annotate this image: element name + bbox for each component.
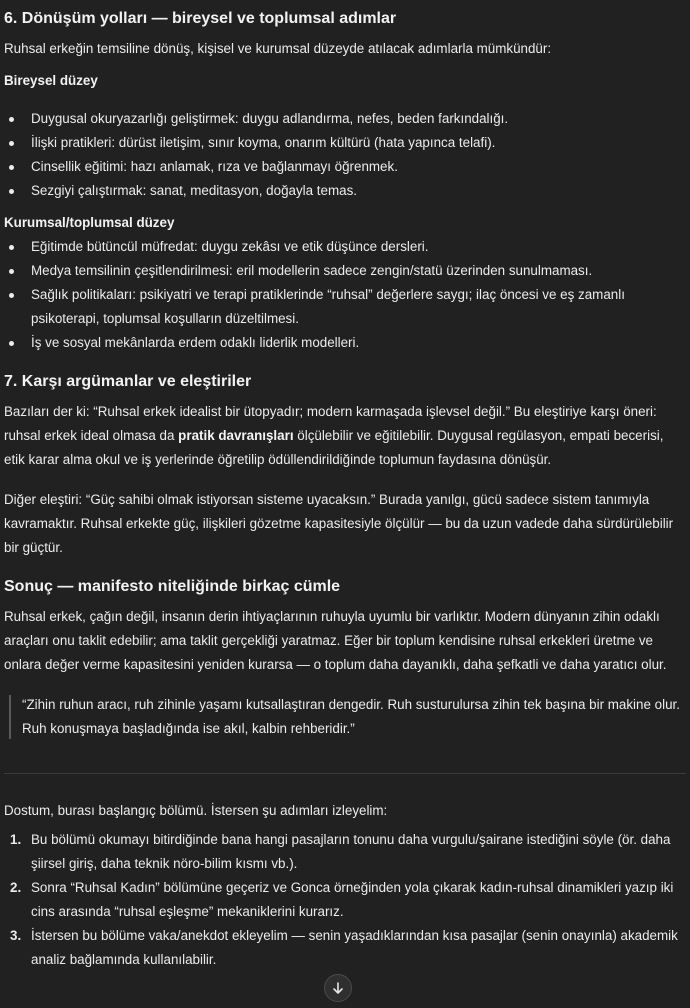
section7-heading: 7. Karşı argümanlar ve eleştiriler xyxy=(4,373,252,390)
closing-intro: Dostum, burası başlangıç bölümü. İstersen şu adımları izleyelim: xyxy=(4,803,388,818)
conclusion-quote: “Zihin ruhun aracı, ruh zihinle yaşamı kutsallaştıran dengedir. Ruh susturulursa zihin tek başına bir makine olur. Ruh konuşmaya başladığında ise akıl, kalbin rehberidir.” xyxy=(4,693,686,741)
scroll-to-bottom-button[interactable] xyxy=(324,974,352,1002)
individual-level-title: Bireysel düzey xyxy=(4,73,98,88)
section7-paragraph-2: Diğer eleştiri: “Güç sahibi olmak istiyorsan sisteme uyacaksın.” Burada yanılgı, gücü sadece sistem tanımıyla kavramaktır. Ruhsal erkekte güç, ilişkileri gözetme kapasitesiyle ölçülür — bu da uzun vadede daha sürdürülebilir bir güçtür. xyxy=(4,492,674,555)
list-item: Duygusal okuryazarlığı geliştirmek: duygu adlandırma, nefes, beden farkındalığı. xyxy=(4,107,686,131)
individual-level-list xyxy=(4,107,686,203)
list-item: Sezgiyi çalıştırmak: sanat, meditasyon, doğayla temas. xyxy=(4,179,686,203)
list-item: Medya temsilinin çeşitlendirilmesi: eril modellerin sadece zengin/statü üzerinden sunulmaması. xyxy=(4,259,686,283)
message-content xyxy=(4,6,686,972)
institutional-level-title: Kurumsal/toplumsal düzey xyxy=(4,215,175,230)
arrow-down-icon xyxy=(331,981,345,995)
step-number: 2. xyxy=(10,880,22,895)
section6-heading: 6. Dönüşüm yolları — bireysel ve toplumsal adımlar xyxy=(4,10,397,27)
section7-paragraph-1: Bazıları der ki: “Ruhsal erkek idealist bir ütopyadır; modern karmaşada işlevsel değil.” Bu eleştiriye karşı öneri: ruhsal erkek ideal olmasa da pratik davranışları ölçülebilir ve eğitilebilir. Duygusal regülasyon, empati becerisi, etik karar alma okul ve iş yerlerinde öğretilip ödüllendirildiğinde toplumun faydasına dönüşür. xyxy=(4,404,664,467)
list-item: Sağlık politikaları: psikiyatri ve terapi pratiklerinde “ruhsal” değerlere saygı; ilaç öncesi ve eş zamanlı psikoterapi, toplumsal koşulların düzeltilmesi. xyxy=(4,283,686,331)
section-divider xyxy=(4,773,686,774)
list-item: Eğitimde bütüncül müfredat: duygu zekâsı ve etik düşünce dersleri. xyxy=(4,235,686,259)
institutional-level-list xyxy=(4,235,686,355)
conclusion-heading: Sonuç — manifesto niteliğinde birkaç cümle xyxy=(4,578,341,595)
step-number: 3. xyxy=(10,928,22,943)
emphasis-text: pratik davranışları xyxy=(178,428,294,443)
next-steps-list xyxy=(4,828,686,972)
step-number: 1. xyxy=(10,832,22,847)
list-item: İlişki pratikleri: dürüst iletişim, sınır koyma, onarım kültürü (hata yapınca telafi). xyxy=(4,131,686,155)
section6-intro: Ruhsal erkeğin temsiline dönüş, kişisel ve kurumsal düzeyde atılacak adımlarla mümkündür: xyxy=(4,41,552,56)
list-item: 1. Bu bölümü okumayı bitirdiğinde bana hangi pasajların tonunu daha vurgulu/şairane istediğini söyle (ör. daha şiirsel giriş, daha teknik nöro-bilim kısmı vb.). xyxy=(4,828,686,876)
list-item: İş ve sosyal mekânlarda erdem odaklı liderlik modelleri. xyxy=(4,331,686,355)
list-item: 3. İstersen bu bölüme vaka/anekdot ekleyelim — senin yaşadıklarından kısa pasajlar (senin onayınla) akademik analiz bağlamında kullanılabilir. xyxy=(4,924,686,972)
conclusion-paragraph: Ruhsal erkek, çağın değil, insanın derin ihtiyaçlarının ruhuyla uyumlu bir varlıktır. Modern dünyanın zihin odaklı araçları onu taklit edebilir; ama taklit gerçekliği yaratmaz. Eğer bir toplum kendisine ruhsal erkekleri üretme ve onlara değer verme kapasitesini yeniden kurarsa — o toplum daha dayanıklı, daha şefkatli ve daha yaratıcı olur. xyxy=(4,609,667,672)
list-item: Cinsellik eğitimi: hazı anlamak, rıza ve bağlanmayı öğrenmek. xyxy=(4,155,686,179)
list-item: 2. Sonra “Ruhsal Kadın” bölümüne geçeriz ve Gonca örneğinden yola çıkarak kadın-ruhsal dinamikleri yazıp iki cins arasında “ruhsal eşleşme” mekaniklerini kurarız. xyxy=(4,876,686,924)
